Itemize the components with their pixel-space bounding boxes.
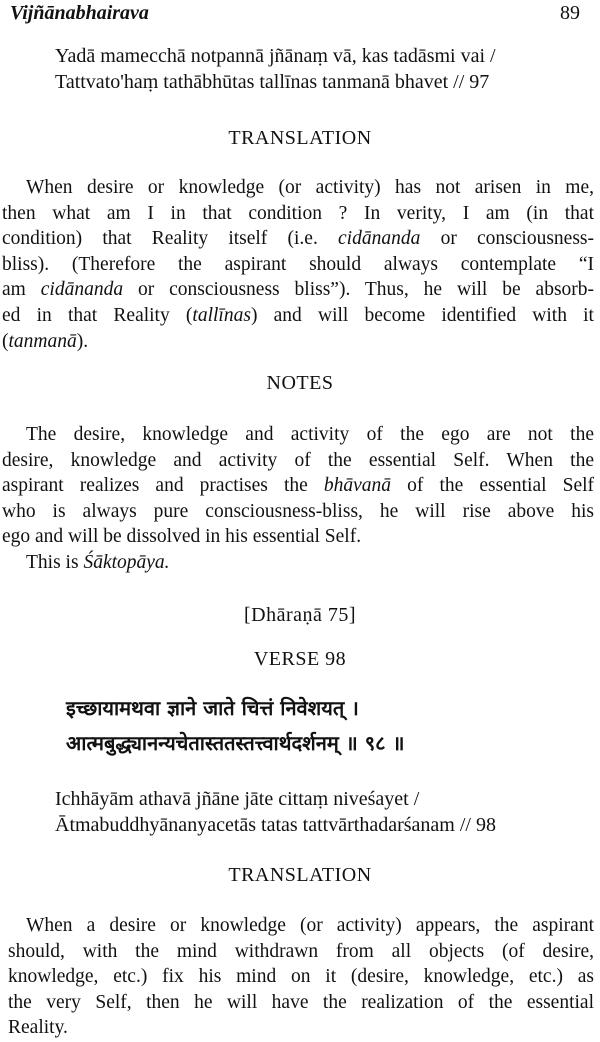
running-head: Vijñānabhairava [10,2,149,24]
verse98-translit-line-1: Ichhāyām athavā jñāne jāte cittaṃ niveśayet / [55,788,420,810]
devanagari-line-1: इच्छायामथवा ज्ञाने जाते चित्तं निवेशयत् । [66,696,359,720]
notes-line: ego and will be dissolved in his essential Self. [2,526,362,548]
translation-line: bliss). (Therefore the aspirant should always contemplate “I [2,253,594,275]
translation2-line: knowledge, etc.) fix his mind on it (desire, knowledge, etc.) as [8,966,594,988]
translation2-line: When a desire or knowledge (or activity) appears, the aspirant [26,915,594,936]
translation-line: then what am I in that condition ? In verity, I am (in that [2,202,594,224]
translation-line: (tanmanā). [2,330,89,352]
notes-heading: NOTES [266,372,334,394]
page-number: 89 [560,2,580,24]
dharana-label: [Dhāraṇā 75] [243,604,357,626]
translation2-line: Reality. [8,1017,68,1039]
translation-paragraph [2,175,594,354]
verse98-translit-line-2: Ātmabuddhyānanyacetās tatas tattvārthadarśanam // 98 [55,814,496,836]
verse-heading: VERSE 98 [253,648,347,670]
notes-paragraph [2,422,594,550]
devanagari-line-2: आत्मबुद्ध्यानन्यचेतास्ततस्तत्त्वार्थदर्शनम् ॥ ९८ ॥ [66,731,405,755]
notes-line: desire, knowledge and activity of the essential Self. When the [2,449,594,471]
translation2-line: should, with the mind withdrawn from all objects (of desire, [8,940,594,962]
translation-line: am cidānanda or consciousness bliss”). Thus, he will be absorb- [2,279,595,301]
notes-closing: This is Śāktopāya. [26,552,170,573]
translation2-line: the very Self, then he will have the realization of the essential [8,991,594,1013]
verse97-line-1: Yadā mamecchā notpannā jñānaṃ vā, kas tadāsmi vai / [55,45,496,67]
verse97-line-2: Tattvato'haṃ tathābhūtas tallīnas tanmanā bhavet // 97 [55,71,490,93]
translation2-paragraph [8,913,594,1041]
translation-heading: TRANSLATION [228,127,372,149]
notes-line: aspirant realizes and practises the bhāvanā of the essential Self [2,475,595,497]
translation-line: condition) that Reality itself (i.e. cidānanda or consciousness- [2,228,594,250]
translation-line: When desire or knowledge (or activity) has not arisen in me, [26,177,594,198]
notes-line: The desire, knowledge and activity of the ego are not the [26,424,594,445]
notes-line: who is always pure consciousness-bliss, he will rise above his [2,500,594,522]
translation-line: ed in that Reality (tallīnas) and will become identified with it [2,304,594,326]
translation2-heading: TRANSLATION [228,864,372,886]
